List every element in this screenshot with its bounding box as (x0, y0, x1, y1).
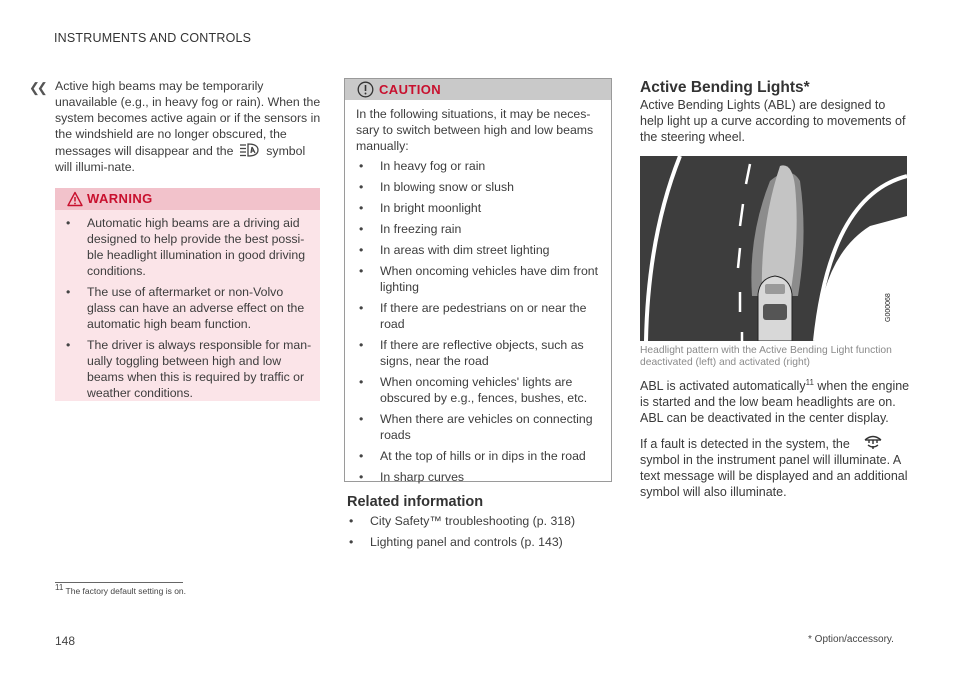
footnote-divider (55, 582, 183, 583)
caution-item: • When oncoming vehicles' lights are obscured by e.g., fences, bushes, etc. (356, 374, 606, 406)
caution-header (345, 79, 611, 100)
caution-list (356, 158, 606, 490)
running-header: INSTRUMENTS AND CONTROLS (54, 31, 252, 45)
caution-intro: In the following situations, it may be neces-sary to switch between high and low beams manually: (356, 107, 594, 153)
paragraph-text: when the engine is started and the low beam headlights are on. ABL can be deactivated in the center display. (640, 379, 910, 425)
warning-header (55, 188, 320, 210)
caution-item: • In freezing rain (356, 221, 606, 237)
footnote (55, 583, 187, 596)
warning-title: WARNING (87, 191, 153, 206)
caution-item: • In heavy fog or rain (356, 158, 606, 174)
footnote-text: The factory default setting is on. (65, 586, 187, 596)
paragraph-text-part1: Active high beams may be temporarily unavailable (e.g., in heavy fog or rain). When the system becomes active again or if the sensors in the windshield are no longer obscured, the messages will disappear and the (55, 79, 321, 158)
related-link-city-safety[interactable]: • City Safety™ troubleshooting (p. 318) (346, 513, 616, 529)
caution-item: • When oncoming vehicles have dim front lighting (356, 263, 606, 295)
footnote-reference[interactable]: 11 (805, 377, 814, 387)
previous-page-link[interactable]: ❮❮ (29, 80, 45, 95)
caution-item: • If there are reflective objects, such as signs, near the road (356, 337, 606, 369)
caution-item: • At the top of hills or in dips in the road (356, 448, 606, 464)
warning-triangle-icon (67, 191, 83, 207)
abl-intro-paragraph: Active Bending Lights (ABL) are designed to help light up a curve according to movements of the steering wheel. (640, 98, 906, 144)
abl-activation-paragraph (640, 378, 910, 426)
option-accessory-note: * Option/accessory. (808, 634, 894, 645)
caution-title: CAUTION (379, 82, 442, 97)
warning-item: • Automatic high beams are a driving aid designed to help provide the best possi-ble headlight illumination in good driving conditions. (63, 215, 313, 279)
paragraph-text: If a fault is detected in the system, the (640, 437, 850, 451)
auto-high-beam-icon (239, 142, 261, 158)
figure-code: G000068 (885, 293, 892, 322)
warning-item: • The driver is always responsible for man-ually toggling between high and low beams when this is required by traffic or weather conditions. (63, 337, 313, 401)
footnote-number: 11 (55, 583, 64, 593)
caution-box (344, 78, 612, 482)
warning-list (63, 215, 313, 406)
page-number: 148 (55, 634, 76, 648)
high-beam-availability-paragraph (55, 78, 323, 175)
abl-fault-paragraph (640, 434, 910, 500)
road-curve-drawing (640, 156, 907, 341)
paragraph-text: symbol in the instrument panel will illuminate. A text message will be displayed and an additional symbol will also illuminate. (640, 453, 908, 499)
caution-item: • In areas with dim street lighting (356, 242, 606, 258)
caution-exclamation-icon (357, 81, 374, 98)
related-link-lighting-panel[interactable]: • Lighting panel and controls (p. 143) (346, 534, 616, 550)
figure-caption: Headlight pattern with the Active Bending Light function deactivated (left) and activated (right) (640, 345, 892, 368)
caution-item: • In bright moonlight (356, 200, 606, 216)
caution-item: • When there are vehicles on connecting roads (356, 411, 606, 443)
caution-item: • If there are pedestrians on or near the road (356, 300, 606, 332)
warning-box (55, 188, 320, 401)
warning-item: • The use of aftermarket or non-Volvo glass can have an adverse effect on the automatic high beam function. (63, 284, 313, 332)
car-icon (758, 276, 792, 341)
related-information-list (346, 513, 616, 555)
related-information-heading: Related information (347, 494, 484, 510)
caution-item: • In blowing snow or slush (356, 179, 606, 195)
paragraph-text-part2: symbol will illumi-nate. (55, 144, 306, 174)
paragraph-text: ABL is activated automatically (640, 379, 806, 393)
headlight-pattern-illustration (640, 156, 907, 341)
section-heading: Active Bending Lights* (640, 79, 810, 96)
caution-item: • In sharp curves (356, 469, 606, 485)
abl-fault-icon (861, 434, 885, 450)
